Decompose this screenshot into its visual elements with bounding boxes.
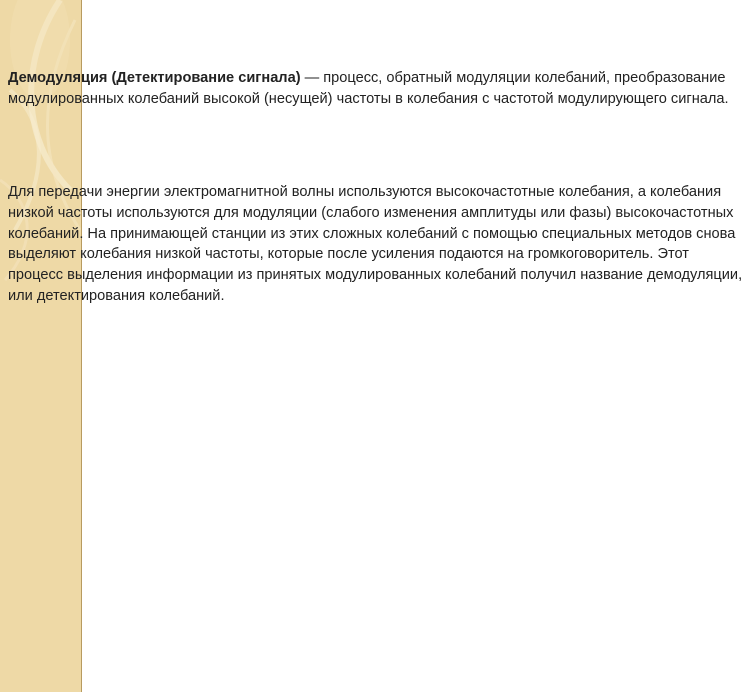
definition-paragraph xyxy=(8,68,744,110)
definition-text: — процесс, обратный модуляции колебаний, преобразование модулированных колебаний высокой (несущей) частоты в колебания с частотой модулирующего сигнала. xyxy=(8,70,729,107)
defined-term: Демодуляция (Детектирование сигнала) xyxy=(8,70,301,86)
explanation-paragraph xyxy=(8,182,744,307)
explanation-text: Для передачи энергии электромагнитной волны используются высокочастотные колебания, а колебания низкой частоты используются для модуляции (слабого изменения амплитуды или фазы) высокочастотных колебаний. На принимающей станции из этих сложных колебаний с помощью специальных методов снова выделяют колебания низкой частоты, которые после усиления подаются на громкоговоритель. Этот процесс выделения информации из принятых модулированных колебаний получил название демодуляции, или детектирования колебаний. xyxy=(8,184,743,304)
